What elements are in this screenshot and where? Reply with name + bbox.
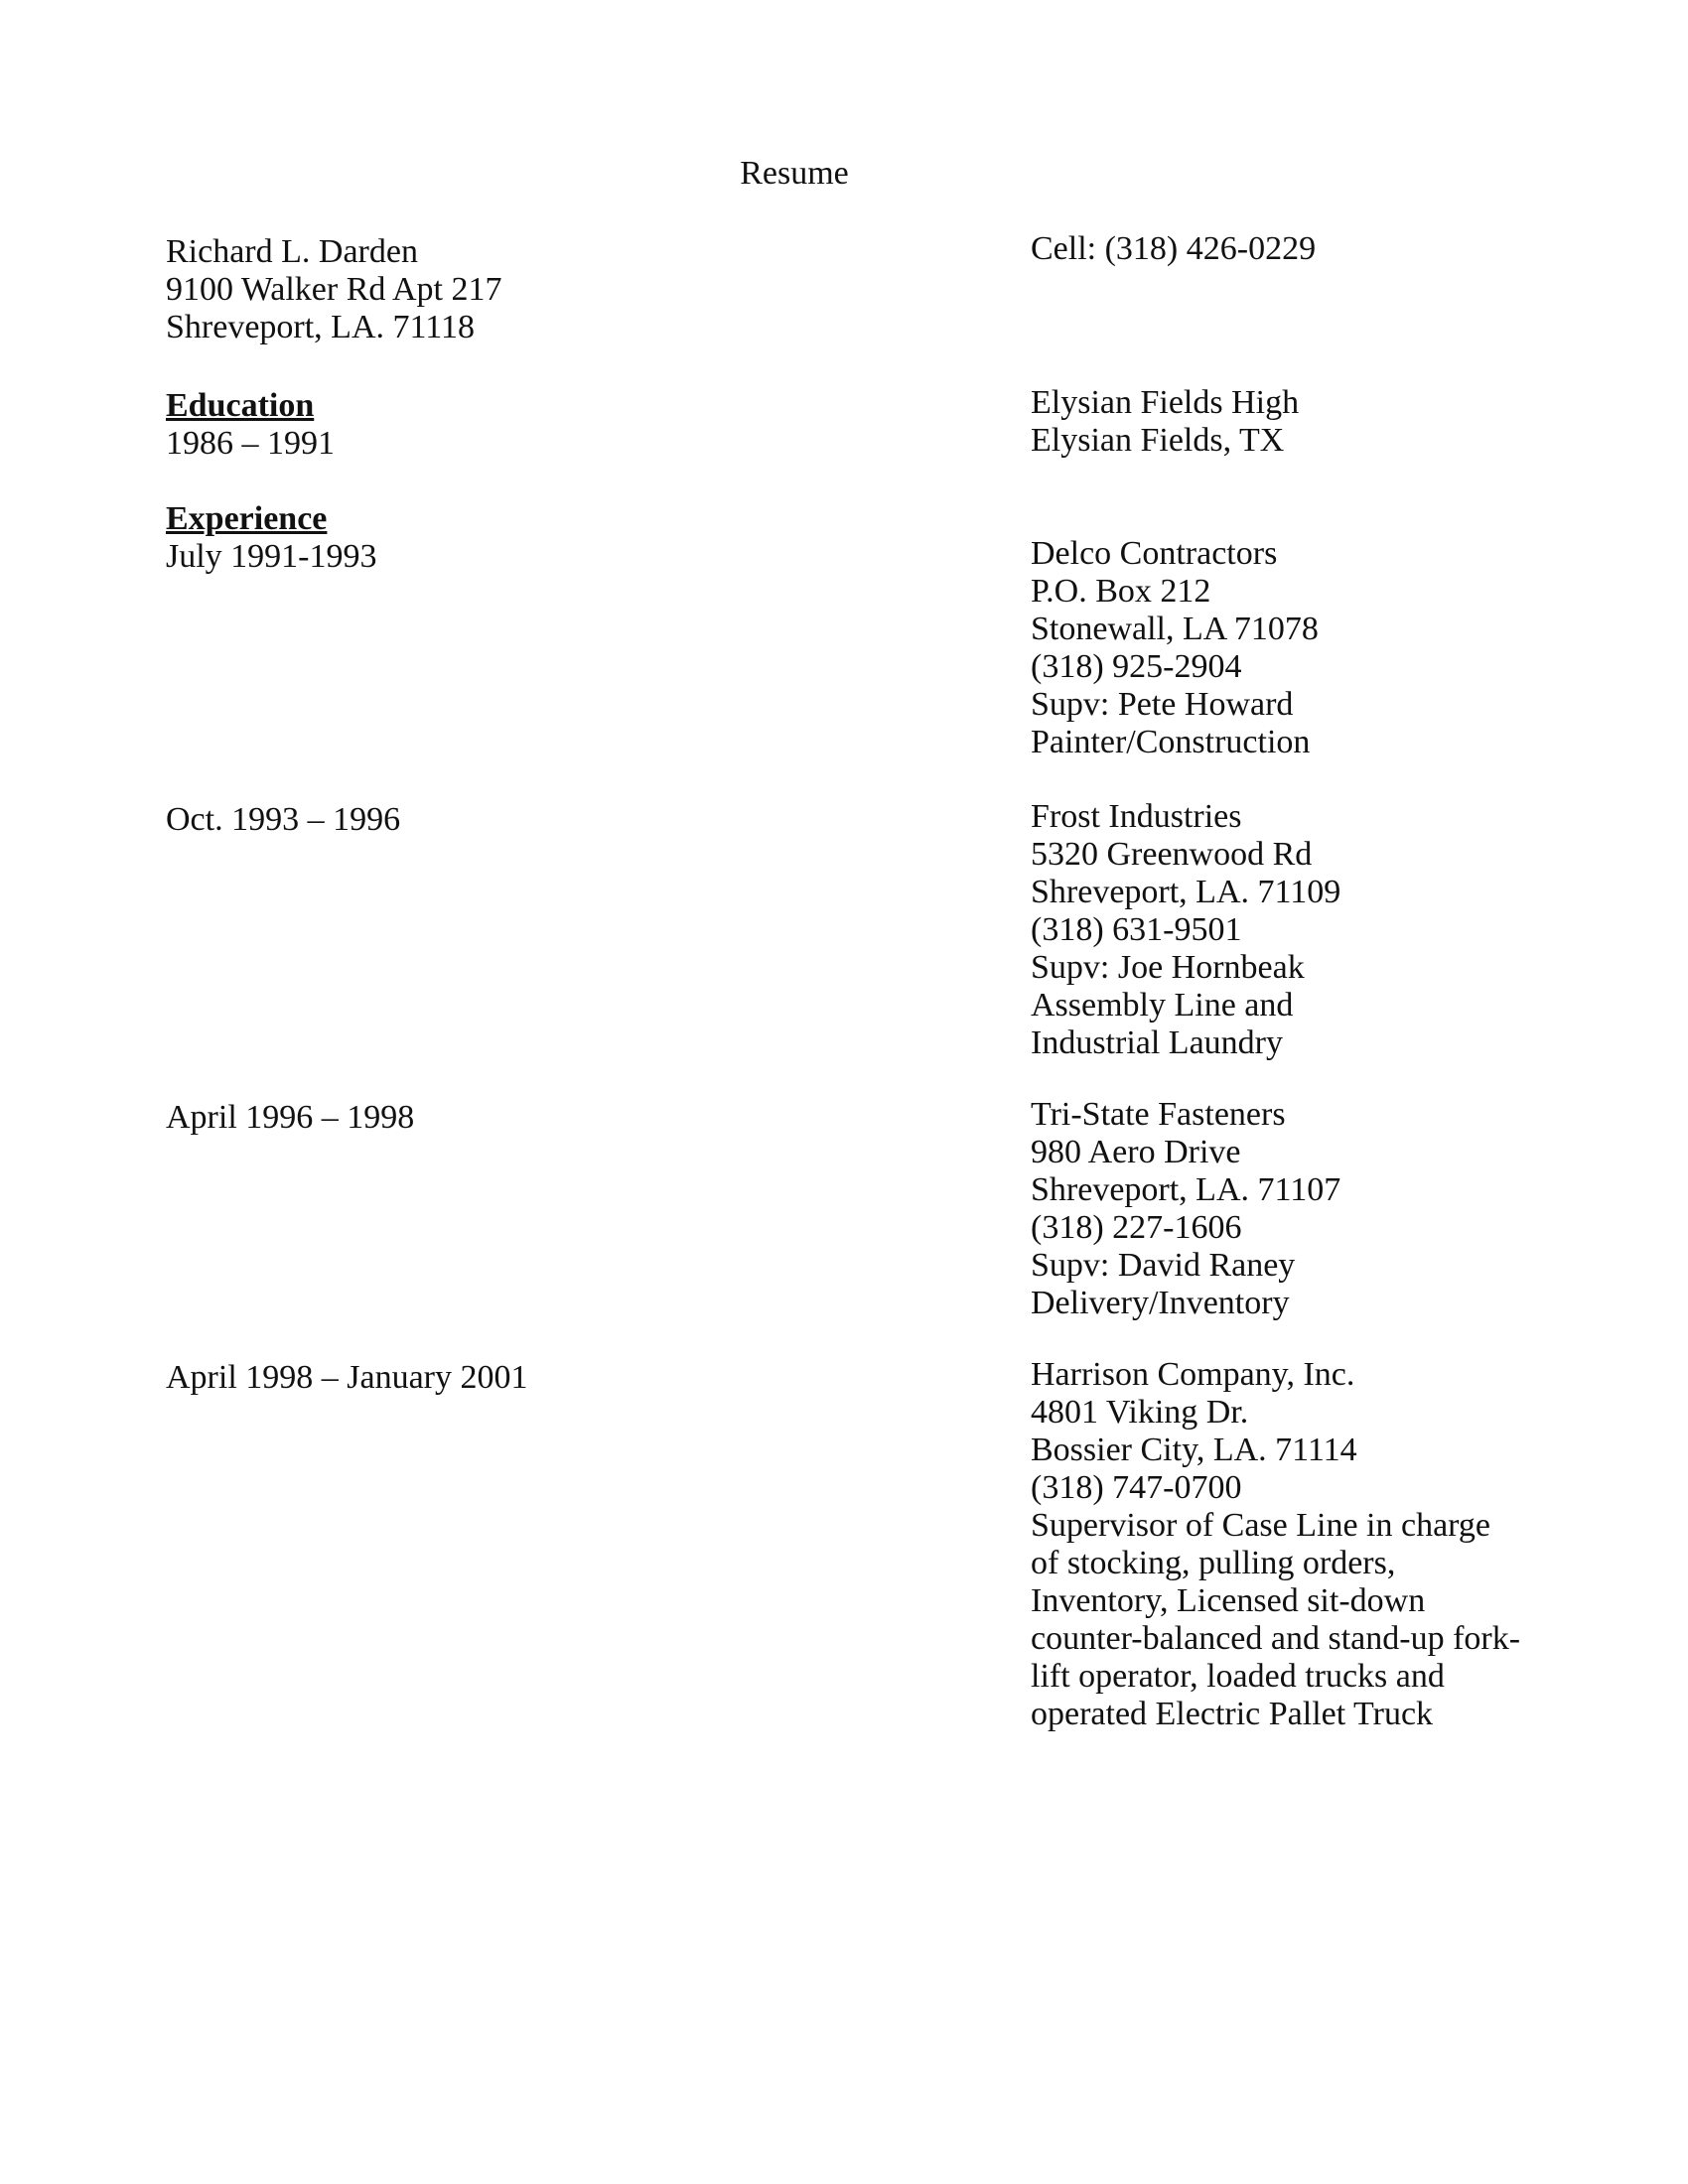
job-detail-line: lift operator, loaded trucks and [1031, 1658, 1445, 1695]
education-school-block [1031, 384, 1299, 460]
education-heading: Education [166, 387, 315, 424]
job-detail-line: Tri-State Fasteners [1031, 1096, 1286, 1133]
job-detail-line: Assembly Line and [1031, 987, 1294, 1024]
education-location: Elysian Fields, TX [1031, 422, 1285, 459]
job-details [1031, 798, 1340, 1062]
job-detail-line: 4801 Viking Dr. [1031, 1394, 1249, 1431]
job-detail-line: 5320 Greenwood Rd [1031, 836, 1313, 873]
job-detail-line: Delco Contractors [1031, 535, 1278, 572]
address-line-2: Shreveport, LA. 71118 [166, 309, 475, 345]
address-line-1: 9100 Walker Rd Apt 217 [166, 271, 502, 308]
job-detail-line: Harrison Company, Inc. [1031, 1356, 1355, 1393]
job-detail-line: Painter/Construction [1031, 724, 1311, 760]
job-detail-line: Shreveport, LA. 71107 [1031, 1171, 1341, 1208]
job-detail-line: Frost Industries [1031, 798, 1242, 835]
job-detail-line: Inventory, Licensed sit-down [1031, 1582, 1426, 1619]
job-detail-line: of stocking, pulling orders, [1031, 1545, 1396, 1581]
job-detail-line: Shreveport, LA. 71109 [1031, 874, 1341, 910]
contact-block [166, 233, 502, 346]
job-detail-line: Supervisor of Case Line in charge [1031, 1507, 1490, 1544]
applicant-name: Richard L. Darden [166, 233, 418, 270]
job-dates: July 1991-1993 [166, 538, 377, 575]
page-title: Resume [740, 155, 849, 192]
experience-heading: Experience [166, 500, 328, 537]
job-detail-line: (318) 631-9501 [1031, 911, 1242, 948]
job-detail-line: counter-balanced and stand-up fork- [1031, 1620, 1521, 1657]
job-detail-line: 980 Aero Drive [1031, 1134, 1241, 1170]
job-detail-line: (318) 925-2904 [1031, 648, 1242, 685]
job-details [1031, 1356, 1520, 1733]
job-dates: Oct. 1993 – 1996 [166, 801, 401, 838]
job-detail-line: Supv: David Raney [1031, 1247, 1296, 1284]
job-detail-line: Delivery/Inventory [1031, 1285, 1290, 1321]
job-detail-line: Stonewall, LA 71078 [1031, 611, 1319, 647]
education-dates: 1986 – 1991 [166, 425, 335, 462]
job-detail-line: Supv: Joe Hornbeak [1031, 949, 1305, 986]
job-details [1031, 1096, 1340, 1322]
education-school: Elysian Fields High [1031, 384, 1300, 421]
job-details [1031, 535, 1319, 761]
job-detail-line: (318) 227-1606 [1031, 1209, 1242, 1246]
job-dates: April 1996 – 1998 [166, 1099, 415, 1136]
job-detail-line: (318) 747-0700 [1031, 1469, 1242, 1506]
job-detail-line: operated Electric Pallet Truck [1031, 1696, 1434, 1732]
job-dates: April 1998 – January 2001 [166, 1359, 528, 1396]
job-detail-line: Supv: Pete Howard [1031, 686, 1294, 723]
job-detail-line: P.O. Box 212 [1031, 573, 1211, 610]
job-detail-line: Bossier City, LA. 71114 [1031, 1432, 1357, 1468]
job-detail-line: Industrial Laundry [1031, 1024, 1283, 1061]
education-block [166, 387, 335, 463]
cell-phone: Cell: (318) 426-0229 [1031, 230, 1317, 267]
